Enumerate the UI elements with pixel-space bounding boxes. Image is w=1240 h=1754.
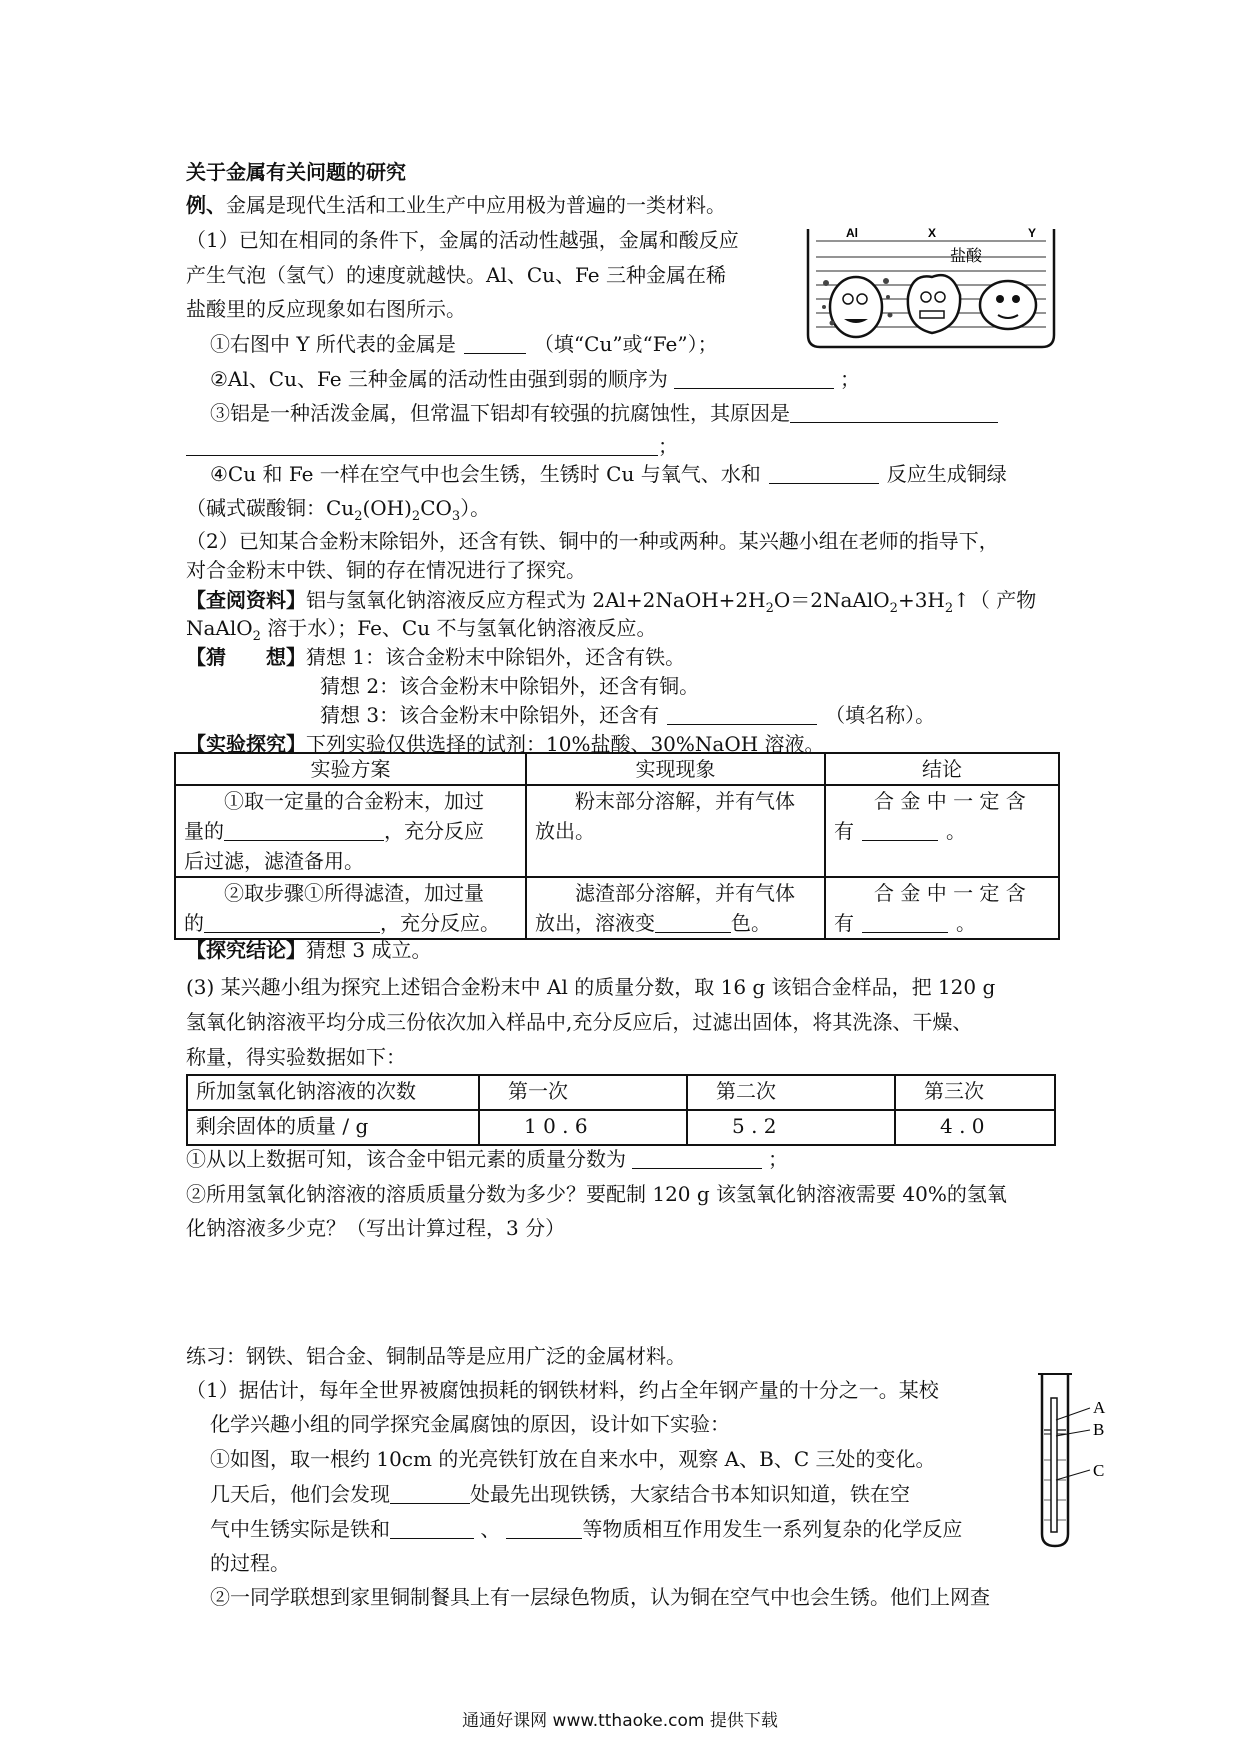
reference-sub-3: 2 <box>944 601 954 616</box>
guess-line3 <box>320 701 935 729</box>
example-intro-text: 金属是现代生活和工业生产中应用极为普遍的一类材料。 <box>226 193 726 217</box>
row1-observation <box>526 785 825 877</box>
row2-plan <box>175 877 526 939</box>
p3-line1: (3) 某兴趣小组为探究上述铝合金粉末中 Al 的质量分数，取 16 g 该铝合金样品，把 120 g <box>186 975 996 999</box>
footer-credit: 通通好课网 www.tthaoke.com 提供下载 <box>462 1711 778 1731</box>
conclusion-text: 猜想 3 成立。 <box>306 938 432 962</box>
guess-label: 【猜 想】 <box>186 645 306 669</box>
header-observation: 实现现象 <box>526 753 825 785</box>
row1-obs-line1: 粉末部分溶解，并有气体 <box>575 789 795 813</box>
experiment-table <box>174 752 1060 940</box>
beaker-label-acid: 盐酸 <box>950 246 983 265</box>
q2-text-b: ； <box>839 367 860 391</box>
q3-text-b: ； <box>658 434 678 458</box>
q2-blank[interactable] <box>674 368 834 389</box>
practice-intro: 练习：钢铁、铝合金、铜制品等是应用广泛的金属材料。 <box>186 1344 686 1368</box>
row2-conclusion <box>825 877 1059 939</box>
guess-3-b: （填名称）。 <box>825 703 936 727</box>
row1-obs-line2: 放出。 <box>535 819 595 843</box>
example-intro <box>186 191 726 219</box>
p3-q1-blank[interactable] <box>632 1148 762 1169</box>
p1-line2: 产生气泡（氢气）的速度就越快。Al、Cu、Fe 三种金属在稀 <box>186 263 726 287</box>
row2-plan-blank[interactable] <box>204 912 380 933</box>
row1-plan-line3: 后过滤，滤渣备用。 <box>184 849 364 873</box>
p3-q1-text: ①从以上数据可知，该合金中铝元素的质量分数为 <box>186 1147 626 1171</box>
reference-text-1: 铝与氢氧化钠溶液反应方程式为 2Al+2NaOH+2H <box>306 588 766 612</box>
experiment-label: 【实验探究】 <box>186 732 306 756</box>
beaker-label-al: Al <box>846 226 858 240</box>
reference-sub-1: 2 <box>765 601 774 616</box>
p3-q2-line2: 化钠溶液多少克？（写出计算过程，3 分） <box>186 1216 566 1240</box>
row2-plan-line2-b: ，充分反应。 <box>380 911 500 935</box>
example-label: 例、 <box>186 193 226 217</box>
q3-line <box>210 399 998 427</box>
q4-line2 <box>186 494 490 531</box>
practice-blank-3[interactable] <box>506 1518 582 1539</box>
q4-formula-sub2: 2 <box>411 509 421 524</box>
row1-plan-line2-a: 量的 <box>184 819 224 843</box>
p1-line3: 盐酸里的反应现象如右图所示。 <box>186 297 466 321</box>
practice-line1: （1）据估计，每年全世界被腐蚀损耗的钢铁材料，约占全年钢产量的十分之一。某校 <box>186 1378 939 1402</box>
row2-con-a: 有 <box>834 911 854 935</box>
data-table <box>186 1074 1056 1146</box>
tube-label-c: C <box>1093 1461 1105 1480</box>
practice-line2: 化学兴趣小组的同学探究金属腐蚀的原因，设计如下实验： <box>210 1412 730 1436</box>
conclusion-label: 【探究结论】 <box>186 938 306 962</box>
row2-obs-blank[interactable] <box>655 912 731 933</box>
data-table-cell-1: 1 0 . 6 <box>479 1110 687 1145</box>
q3-text: ③铝是一种活泼金属，但常温下铝却有较强的抗腐蚀性，其原因是 <box>210 401 790 425</box>
tube-label-a: A <box>1093 1398 1106 1417</box>
reference-label: 【查阅资料】 <box>186 588 306 612</box>
reference-sub-2: 2 <box>889 601 898 616</box>
guess-1: 猜想 1：该合金粉末中除铝外，还含有铁。 <box>306 645 686 669</box>
row1-plan-line2-b: ，充分反应 <box>384 819 484 843</box>
q2-text: ②Al、Cu、Fe 三种金属的活动性由强到弱的顺序为 <box>210 367 668 391</box>
practice-line5-c: 等物质相互作用发生一系列复杂的化学反应 <box>582 1517 963 1541</box>
p3-line2: 氢氧化钠溶液平均分成三份依次加入样品中,充分反应后，过滤出固体，将其洗涤、干燥、 <box>186 1010 973 1034</box>
guess-2: 猜想 2：该合金粉末中除铝外，还含有铜。 <box>320 674 700 698</box>
tube-label-b: B <box>1093 1420 1105 1439</box>
q1-line <box>210 330 718 358</box>
row1-plan <box>175 785 526 877</box>
row1-con-line2 <box>834 816 1050 846</box>
q3-line2 <box>186 432 678 460</box>
row2-observation <box>526 877 825 939</box>
practice-line3: ①如图，取一根约 10cm 的光亮铁钉放在自来水中，观察 A、B、C 三处的变化。 <box>210 1447 936 1471</box>
reference-text-3: +3H <box>897 588 945 612</box>
row1-con-line1: 合 金 中 一 定 含 <box>874 789 1026 813</box>
practice-line5 <box>210 1515 962 1543</box>
data-table-head-3: 第三次 <box>895 1075 1055 1110</box>
q4-formula-1: （碱式碳酸铜：Cu <box>186 496 355 520</box>
row2-con-line2 <box>834 908 1050 938</box>
conclusion-line <box>186 936 431 964</box>
practice-line5-a: 气中生锈实际是铁和 <box>210 1517 390 1541</box>
row1-plan-blank[interactable] <box>224 820 384 841</box>
row2-obs-b: 色。 <box>731 911 771 935</box>
data-table-head-2: 第二次 <box>687 1075 895 1110</box>
row1-conclusion <box>825 785 1059 877</box>
reference-text-2: O＝2NaAlO <box>773 588 890 612</box>
row1-plan-line1: ①取一定量的合金粉末，加过 <box>224 789 484 813</box>
q4-formula-sub3: 3 <box>451 509 461 524</box>
row1-con-a: 有 <box>834 819 854 843</box>
practice-line6: 的过程。 <box>210 1551 290 1575</box>
row1-plan-line2 <box>184 816 517 846</box>
table-row <box>187 1110 1055 1145</box>
page-title: 关于金属有关问题的研究 <box>186 160 406 184</box>
q1-text-b: （填“Cu”或“Fe”）； <box>533 332 718 356</box>
practice-line7: ②一同学联想到家里铜制餐具上有一层绿色物质，认为铜在空气中也会生锈。他们上网查 <box>210 1585 990 1609</box>
row2-con-blank[interactable] <box>862 912 948 933</box>
row2-plan-line2-a: 的 <box>184 911 204 935</box>
p3-q1-text-b: ； <box>768 1147 788 1171</box>
p3-q1-line <box>186 1145 788 1173</box>
test-tube-figure <box>1030 1370 1130 1550</box>
row2-obs-a: 放出，溶液变 <box>535 911 655 935</box>
reference-text-4: ↑（ 产物 <box>953 588 1037 612</box>
q4-formula-3: CO <box>420 496 452 520</box>
q4-line <box>210 460 1007 488</box>
p3-q2-line1: ②所用氢氧化钠溶液的溶质质量分数为多少？要配制 120 g 该氢氧化钠溶液需要 40%的氢氧 <box>186 1182 1007 1206</box>
data-table-cell-0: 剩余固体的质量 / g <box>187 1110 479 1145</box>
p2-line1: （2）已知某合金粉末除铝外，还含有铁、铜中的一种或两种。某兴趣小组在老师的指导下， <box>186 529 999 553</box>
row1-con-blank[interactable] <box>862 820 938 841</box>
practice-line5-b: 、 <box>474 1517 501 1541</box>
practice-blank-2[interactable] <box>390 1518 474 1539</box>
practice-line4-a: 几天后，他们会发现 <box>210 1482 390 1506</box>
q3-blank-a[interactable] <box>790 402 998 423</box>
row2-obs-line1: 滤渣部分溶解，并有气体 <box>575 881 795 905</box>
header-plan: 实验方案 <box>175 753 526 785</box>
beaker-figure <box>802 223 1060 353</box>
practice-line4 <box>210 1480 910 1508</box>
q3-blank-b[interactable] <box>186 435 658 456</box>
data-table-cell-3: 4 . 0 <box>895 1110 1055 1145</box>
p3-line3: 称量，得实验数据如下： <box>186 1045 406 1069</box>
p1-line1: （1）已知在相同的条件下，金属的活动性越强，金属和酸反应 <box>186 228 739 252</box>
reference-line2-a: NaAlO <box>186 616 253 640</box>
guess-3: 猜想 3：该合金粉末中除铝外，还含有 <box>320 703 660 727</box>
q4-formula-2: (OH) <box>362 496 412 520</box>
practice-line4-b: 处最先出现铁锈，大家结合书本知识知道，铁在空 <box>470 1482 910 1506</box>
q4-formula-4: ）。 <box>460 496 491 520</box>
row2-con-b: 。 <box>956 911 976 935</box>
beaker-label-x: X <box>928 226 937 240</box>
data-table-head-0: 所加氢氧化钠溶液的次数 <box>187 1075 479 1110</box>
data-table-head-1: 第一次 <box>479 1075 687 1110</box>
table-row <box>175 877 1059 939</box>
reference-line2-sub: 2 <box>252 629 261 644</box>
guess3-blank[interactable] <box>667 704 817 725</box>
q4-formula-sub1: 2 <box>354 509 363 524</box>
row2-obs-line2 <box>535 908 816 938</box>
experiment-text: 下列实验仅供选择的试剂：10%盐酸、30%NaOH 溶液。 <box>306 732 825 756</box>
q1-blank[interactable] <box>464 333 526 354</box>
experiment-table-header <box>175 753 1059 785</box>
data-table-cell-2: 5 . 2 <box>687 1110 895 1145</box>
p2-line2: 对合金粉末中铁、铜的存在情况进行了探究。 <box>186 558 586 582</box>
guess-line1 <box>186 643 685 671</box>
row2-plan-line1: ②取步骤①所得滤渣，加过量 <box>224 881 484 905</box>
reference-line2-b: 溶于水）；Fe、Cu 不与氢氧化钠溶液反应。 <box>260 616 657 640</box>
q4-text: ④Cu 和 Fe 一样在空气中也会生锈，生锈时 Cu 与氧气、水和 <box>210 462 761 486</box>
practice-blank-1[interactable] <box>390 1483 470 1504</box>
row2-plan-line2 <box>184 908 517 938</box>
beaker-label-y: Y <box>1028 226 1037 240</box>
table-row <box>175 785 1059 877</box>
q4-blank[interactable] <box>769 463 879 484</box>
q2-line <box>210 365 860 393</box>
table-row <box>187 1075 1055 1110</box>
header-conclusion: 结论 <box>825 753 1059 785</box>
q4-text-b: 反应生成铜绿 <box>886 462 1007 486</box>
q1-text: ①右图中 Y 所代表的金属是 <box>210 332 456 356</box>
row2-con-line1: 合 金 中 一 定 含 <box>874 881 1026 905</box>
row1-con-b: 。 <box>946 819 966 843</box>
